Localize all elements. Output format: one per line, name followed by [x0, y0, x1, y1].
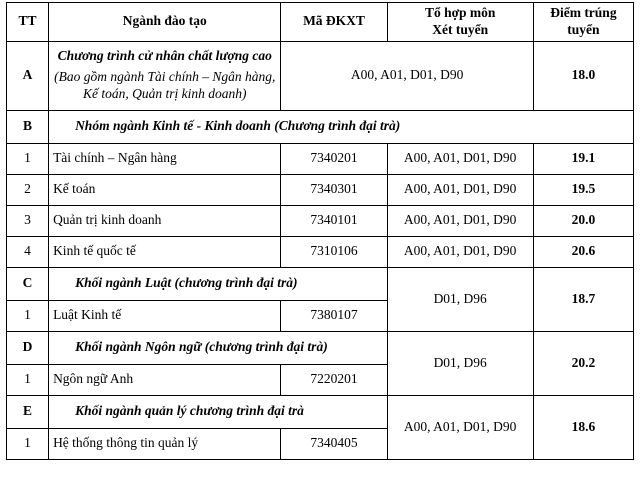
row-combo: A00, A01, D01, D90	[387, 205, 533, 236]
table-header-row	[7, 3, 634, 42]
table-row	[7, 331, 634, 364]
row-score: 18.7	[533, 267, 633, 331]
header-combo-line2: Xét tuyển	[432, 21, 489, 37]
row-major: Kinh tế quốc tế	[49, 236, 281, 267]
header-major: Ngành đào tạo	[49, 3, 281, 42]
row-code: 7340405	[281, 428, 387, 459]
header-tt: TT	[7, 3, 49, 42]
row-major: Khối ngành quản lý chương trình đại trà	[49, 395, 388, 428]
admission-score-table	[6, 2, 634, 460]
row-combo: A00, A01, D01, D90	[281, 41, 533, 110]
row-tt: A	[7, 41, 49, 110]
row-combo: D01, D96	[387, 331, 533, 395]
document-page	[0, 2, 640, 482]
row-code: 7380107	[281, 300, 387, 331]
table-row	[7, 143, 634, 174]
row-score: 20.6	[533, 236, 633, 267]
row-major-title: Chương trình cử nhân chất lượng cao	[57, 48, 272, 64]
table-row	[7, 395, 634, 428]
row-major: Khối ngành Luật (chương trình đại trà)	[49, 267, 388, 300]
row-score: 18.0	[533, 41, 633, 110]
row-code: 7310106	[281, 236, 387, 267]
row-major: Kế toán	[49, 174, 281, 205]
row-combo: D01, D96	[387, 267, 533, 331]
row-tt: B	[7, 110, 49, 143]
row-major-subtitle: (Bao gồm ngành Tài chính – Ngân hàng, Kế toán, Quản trị kinh doanh)	[54, 69, 276, 102]
row-tt: 3	[7, 205, 49, 236]
header-code: Mã ĐKXT	[281, 3, 387, 42]
row-major: Quản trị kinh doanh	[49, 205, 281, 236]
row-score: 20.0	[533, 205, 633, 236]
row-tt: 2	[7, 174, 49, 205]
table-body	[7, 41, 634, 459]
row-major: Khối ngành Ngôn ngữ (chương trình đại trà)	[49, 331, 388, 364]
row-tt: 1	[7, 364, 49, 395]
table-row	[7, 267, 634, 300]
row-code: 7340301	[281, 174, 387, 205]
row-tt: E	[7, 395, 49, 428]
header-combo	[387, 3, 533, 42]
row-tt: 4	[7, 236, 49, 267]
table-row	[7, 41, 634, 110]
row-score: 20.2	[533, 331, 633, 395]
row-major: Hệ thống thông tin quản lý	[49, 428, 281, 459]
row-tt: D	[7, 331, 49, 364]
table-header	[7, 3, 634, 42]
table-row	[7, 236, 634, 267]
row-score: 18.6	[533, 395, 633, 459]
row-score: 19.1	[533, 143, 633, 174]
row-combo: A00, A01, D01, D90	[387, 174, 533, 205]
row-major: Luật Kinh tế	[49, 300, 281, 331]
row-major: Ngôn ngữ Anh	[49, 364, 281, 395]
row-major: Nhóm ngành Kinh tế - Kinh doanh (Chương trình đại trà)	[49, 110, 634, 143]
table-row	[7, 174, 634, 205]
header-score	[533, 3, 633, 42]
row-combo: A00, A01, D01, D90	[387, 236, 533, 267]
row-code: 7340201	[281, 143, 387, 174]
table-row	[7, 110, 634, 143]
row-major	[49, 41, 281, 110]
row-tt: C	[7, 267, 49, 300]
header-score-line1: Điểm trúng	[550, 5, 617, 20]
header-score-line2: tuyển	[567, 21, 600, 37]
table-row	[7, 205, 634, 236]
row-tt: 1	[7, 428, 49, 459]
row-tt: 1	[7, 143, 49, 174]
header-combo-line1: Tổ hợp môn	[424, 5, 496, 20]
row-major: Tài chính – Ngân hàng	[49, 143, 281, 174]
row-combo: A00, A01, D01, D90	[387, 143, 533, 174]
row-score: 19.5	[533, 174, 633, 205]
row-code: 7340101	[281, 205, 387, 236]
row-code: 7220201	[281, 364, 387, 395]
row-tt: 1	[7, 300, 49, 331]
row-combo: A00, A01, D01, D90	[387, 395, 533, 459]
